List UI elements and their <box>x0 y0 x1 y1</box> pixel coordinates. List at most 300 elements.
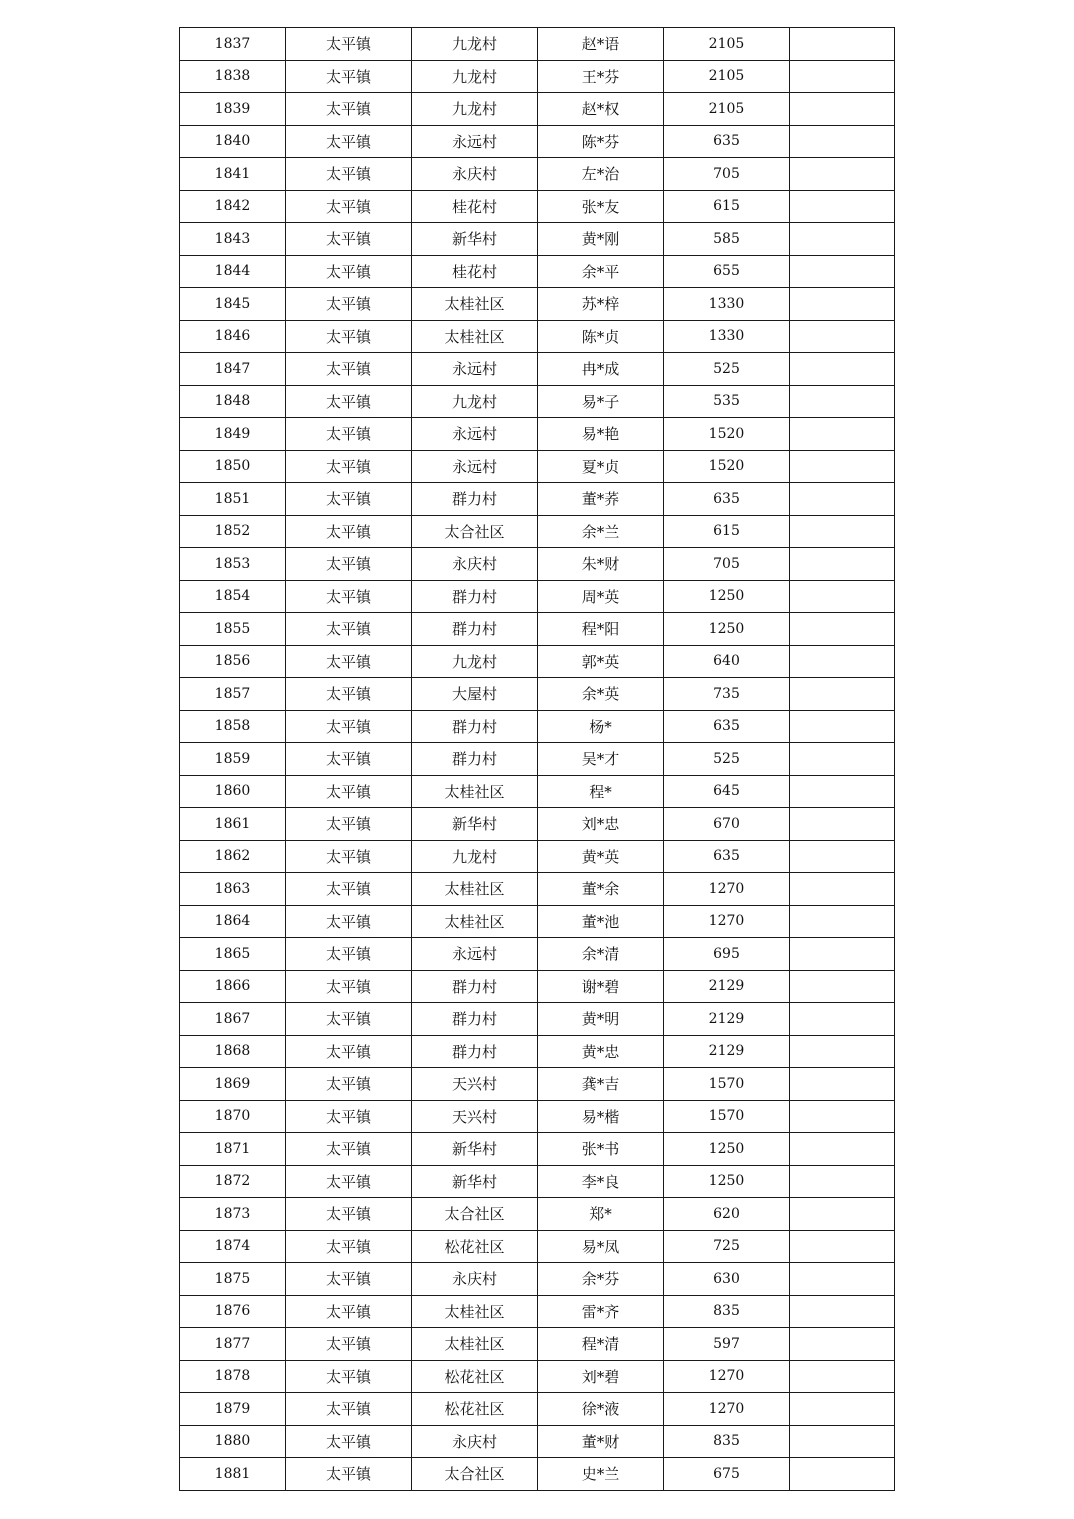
name-cell: 雷*齐 <box>538 1295 664 1328</box>
town-cell: 太平镇 <box>286 613 412 646</box>
serial-number-cell: 1843 <box>180 223 286 256</box>
village-cell: 群力村 <box>412 613 538 646</box>
town-cell: 太平镇 <box>286 353 412 386</box>
amount-cell: 1520 <box>664 418 790 451</box>
amount-cell: 1270 <box>664 873 790 906</box>
town-cell: 太平镇 <box>286 840 412 873</box>
name-cell: 黄*明 <box>538 1003 664 1036</box>
serial-number-cell: 1875 <box>180 1263 286 1296</box>
serial-number-cell: 1847 <box>180 353 286 386</box>
remark-cell <box>790 1230 895 1263</box>
name-cell: 董*财 <box>538 1425 664 1458</box>
village-cell: 太桂社区 <box>412 905 538 938</box>
table-row <box>180 613 895 646</box>
serial-number-cell: 1880 <box>180 1425 286 1458</box>
village-cell: 九龙村 <box>412 93 538 126</box>
village-cell: 新华村 <box>412 808 538 841</box>
remark-cell <box>790 580 895 613</box>
village-cell: 太桂社区 <box>412 775 538 808</box>
serial-number-cell: 1862 <box>180 840 286 873</box>
village-cell: 九龙村 <box>412 840 538 873</box>
town-cell: 太平镇 <box>286 1360 412 1393</box>
table-row <box>180 288 895 321</box>
name-cell: 李*良 <box>538 1165 664 1198</box>
village-cell: 群力村 <box>412 483 538 516</box>
serial-number-cell: 1872 <box>180 1165 286 1198</box>
town-cell: 太平镇 <box>286 775 412 808</box>
amount-cell: 525 <box>664 353 790 386</box>
name-cell: 赵*权 <box>538 93 664 126</box>
remark-cell <box>790 28 895 61</box>
town-cell: 太平镇 <box>286 28 412 61</box>
serial-number-cell: 1849 <box>180 418 286 451</box>
serial-number-cell: 1839 <box>180 93 286 126</box>
table-row <box>180 1035 895 1068</box>
remark-cell <box>790 125 895 158</box>
table-row <box>180 190 895 223</box>
name-cell: 郑* <box>538 1198 664 1231</box>
amount-cell: 1570 <box>664 1100 790 1133</box>
serial-number-cell: 1842 <box>180 190 286 223</box>
name-cell: 程*清 <box>538 1328 664 1361</box>
village-cell: 太桂社区 <box>412 1295 538 1328</box>
name-cell: 张*书 <box>538 1133 664 1166</box>
table-row <box>180 353 895 386</box>
remark-cell <box>790 1133 895 1166</box>
table-row <box>180 60 895 93</box>
amount-cell: 1520 <box>664 450 790 483</box>
remark-cell <box>790 1328 895 1361</box>
town-cell: 太平镇 <box>286 483 412 516</box>
remark-cell <box>790 775 895 808</box>
serial-number-cell: 1850 <box>180 450 286 483</box>
town-cell: 太平镇 <box>286 548 412 581</box>
town-cell: 太平镇 <box>286 60 412 93</box>
amount-cell: 835 <box>664 1425 790 1458</box>
serial-number-cell: 1860 <box>180 775 286 808</box>
village-cell: 永庆村 <box>412 1263 538 1296</box>
serial-number-cell: 1866 <box>180 970 286 1003</box>
amount-cell: 1330 <box>664 320 790 353</box>
serial-number-cell: 1874 <box>180 1230 286 1263</box>
village-cell: 松花社区 <box>412 1393 538 1426</box>
serial-number-cell: 1841 <box>180 158 286 191</box>
amount-cell: 2105 <box>664 28 790 61</box>
table-row <box>180 1198 895 1231</box>
serial-number-cell: 1867 <box>180 1003 286 1036</box>
village-cell: 九龙村 <box>412 60 538 93</box>
village-cell: 永远村 <box>412 418 538 451</box>
serial-number-cell: 1870 <box>180 1100 286 1133</box>
table-row <box>180 1328 895 1361</box>
remark-cell <box>790 385 895 418</box>
remark-cell <box>790 1393 895 1426</box>
remark-cell <box>790 1068 895 1101</box>
name-cell: 谢*碧 <box>538 970 664 1003</box>
town-cell: 太平镇 <box>286 1230 412 1263</box>
name-cell: 程*阳 <box>538 613 664 646</box>
remark-cell <box>790 808 895 841</box>
serial-number-cell: 1852 <box>180 515 286 548</box>
name-cell: 赵*语 <box>538 28 664 61</box>
table-row <box>180 743 895 776</box>
village-cell: 九龙村 <box>412 645 538 678</box>
table-row <box>180 28 895 61</box>
amount-cell: 2129 <box>664 970 790 1003</box>
town-cell: 太平镇 <box>286 1393 412 1426</box>
amount-cell: 1250 <box>664 613 790 646</box>
table-row <box>180 645 895 678</box>
name-cell: 杨* <box>538 710 664 743</box>
name-cell: 董*余 <box>538 873 664 906</box>
serial-number-cell: 1861 <box>180 808 286 841</box>
serial-number-cell: 1859 <box>180 743 286 776</box>
name-cell: 王*芬 <box>538 60 664 93</box>
remark-cell <box>790 1458 895 1491</box>
amount-cell: 635 <box>664 840 790 873</box>
village-cell: 新华村 <box>412 1165 538 1198</box>
village-cell: 永庆村 <box>412 158 538 191</box>
village-cell: 桂花村 <box>412 190 538 223</box>
name-cell: 左*治 <box>538 158 664 191</box>
serial-number-cell: 1854 <box>180 580 286 613</box>
town-cell: 太平镇 <box>286 255 412 288</box>
name-cell: 郭*英 <box>538 645 664 678</box>
remark-cell <box>790 840 895 873</box>
town-cell: 太平镇 <box>286 125 412 158</box>
remark-cell <box>790 1263 895 1296</box>
table-row <box>180 125 895 158</box>
serial-number-cell: 1858 <box>180 710 286 743</box>
village-cell: 永庆村 <box>412 548 538 581</box>
name-cell: 周*英 <box>538 580 664 613</box>
remark-cell <box>790 93 895 126</box>
village-cell: 松花社区 <box>412 1360 538 1393</box>
remark-cell <box>790 1003 895 1036</box>
name-cell: 余*英 <box>538 678 664 711</box>
name-cell: 余*芬 <box>538 1263 664 1296</box>
amount-cell: 705 <box>664 158 790 191</box>
serial-number-cell: 1868 <box>180 1035 286 1068</box>
amount-cell: 615 <box>664 515 790 548</box>
town-cell: 太平镇 <box>286 385 412 418</box>
records-table-body <box>180 28 895 1491</box>
village-cell: 天兴村 <box>412 1068 538 1101</box>
amount-cell: 635 <box>664 483 790 516</box>
serial-number-cell: 1838 <box>180 60 286 93</box>
remark-cell <box>790 1035 895 1068</box>
serial-number-cell: 1864 <box>180 905 286 938</box>
amount-cell: 620 <box>664 1198 790 1231</box>
remark-cell <box>790 1295 895 1328</box>
table-row <box>180 223 895 256</box>
remark-cell <box>790 905 895 938</box>
table-row <box>180 840 895 873</box>
town-cell: 太平镇 <box>286 1458 412 1491</box>
records-table <box>179 27 895 1491</box>
amount-cell: 735 <box>664 678 790 711</box>
table-row <box>180 385 895 418</box>
name-cell: 苏*梓 <box>538 288 664 321</box>
serial-number-cell: 1844 <box>180 255 286 288</box>
table-row <box>180 808 895 841</box>
amount-cell: 725 <box>664 1230 790 1263</box>
remark-cell <box>790 223 895 256</box>
village-cell: 永远村 <box>412 450 538 483</box>
serial-number-cell: 1855 <box>180 613 286 646</box>
name-cell: 吴*才 <box>538 743 664 776</box>
town-cell: 太平镇 <box>286 808 412 841</box>
village-cell: 太桂社区 <box>412 1328 538 1361</box>
serial-number-cell: 1871 <box>180 1133 286 1166</box>
village-cell: 太合社区 <box>412 1458 538 1491</box>
name-cell: 余*兰 <box>538 515 664 548</box>
town-cell: 太平镇 <box>286 190 412 223</box>
remark-cell <box>790 613 895 646</box>
name-cell: 夏*贞 <box>538 450 664 483</box>
name-cell: 史*兰 <box>538 1458 664 1491</box>
table-row <box>180 1458 895 1491</box>
village-cell: 松花社区 <box>412 1230 538 1263</box>
town-cell: 太平镇 <box>286 1068 412 1101</box>
village-cell: 永远村 <box>412 125 538 158</box>
amount-cell: 675 <box>664 1458 790 1491</box>
village-cell: 永远村 <box>412 938 538 971</box>
town-cell: 太平镇 <box>286 288 412 321</box>
village-cell: 群力村 <box>412 1035 538 1068</box>
town-cell: 太平镇 <box>286 1133 412 1166</box>
village-cell: 太桂社区 <box>412 288 538 321</box>
name-cell: 张*友 <box>538 190 664 223</box>
village-cell: 大屋村 <box>412 678 538 711</box>
table-row <box>180 1133 895 1166</box>
remark-cell <box>790 1425 895 1458</box>
table-row <box>180 320 895 353</box>
town-cell: 太平镇 <box>286 1003 412 1036</box>
amount-cell: 655 <box>664 255 790 288</box>
amount-cell: 705 <box>664 548 790 581</box>
table-row <box>180 1393 895 1426</box>
remark-cell <box>790 190 895 223</box>
town-cell: 太平镇 <box>286 1425 412 1458</box>
amount-cell: 1250 <box>664 1133 790 1166</box>
amount-cell: 1330 <box>664 288 790 321</box>
table-row <box>180 418 895 451</box>
amount-cell: 2105 <box>664 93 790 126</box>
serial-number-cell: 1840 <box>180 125 286 158</box>
town-cell: 太平镇 <box>286 1263 412 1296</box>
name-cell: 余*平 <box>538 255 664 288</box>
amount-cell: 2129 <box>664 1035 790 1068</box>
amount-cell: 670 <box>664 808 790 841</box>
table-row <box>180 938 895 971</box>
amount-cell: 615 <box>664 190 790 223</box>
amount-cell: 630 <box>664 1263 790 1296</box>
village-cell: 太合社区 <box>412 515 538 548</box>
name-cell: 徐*液 <box>538 1393 664 1426</box>
name-cell: 刘*忠 <box>538 808 664 841</box>
remark-cell <box>790 743 895 776</box>
serial-number-cell: 1865 <box>180 938 286 971</box>
town-cell: 太平镇 <box>286 710 412 743</box>
remark-cell <box>790 1165 895 1198</box>
remark-cell <box>790 548 895 581</box>
serial-number-cell: 1876 <box>180 1295 286 1328</box>
name-cell: 黄*忠 <box>538 1035 664 1068</box>
village-cell: 太合社区 <box>412 1198 538 1231</box>
amount-cell: 1250 <box>664 1165 790 1198</box>
table-row <box>180 1068 895 1101</box>
remark-cell <box>790 645 895 678</box>
village-cell: 新华村 <box>412 223 538 256</box>
serial-number-cell: 1877 <box>180 1328 286 1361</box>
remark-cell <box>790 450 895 483</box>
serial-number-cell: 1851 <box>180 483 286 516</box>
town-cell: 太平镇 <box>286 970 412 1003</box>
amount-cell: 695 <box>664 938 790 971</box>
table-row <box>180 970 895 1003</box>
remark-cell <box>790 418 895 451</box>
remark-cell <box>790 320 895 353</box>
serial-number-cell: 1837 <box>180 28 286 61</box>
serial-number-cell: 1845 <box>180 288 286 321</box>
table-row <box>180 678 895 711</box>
name-cell: 冉*成 <box>538 353 664 386</box>
village-cell: 群力村 <box>412 1003 538 1036</box>
serial-number-cell: 1869 <box>180 1068 286 1101</box>
amount-cell: 635 <box>664 710 790 743</box>
town-cell: 太平镇 <box>286 743 412 776</box>
table-row <box>180 483 895 516</box>
town-cell: 太平镇 <box>286 938 412 971</box>
name-cell: 易*凤 <box>538 1230 664 1263</box>
town-cell: 太平镇 <box>286 450 412 483</box>
village-cell: 九龙村 <box>412 385 538 418</box>
town-cell: 太平镇 <box>286 645 412 678</box>
name-cell: 余*清 <box>538 938 664 971</box>
remark-cell <box>790 1198 895 1231</box>
name-cell: 朱*财 <box>538 548 664 581</box>
village-cell: 新华村 <box>412 1133 538 1166</box>
remark-cell <box>790 353 895 386</box>
serial-number-cell: 1848 <box>180 385 286 418</box>
town-cell: 太平镇 <box>286 1035 412 1068</box>
remark-cell <box>790 1360 895 1393</box>
amount-cell: 635 <box>664 125 790 158</box>
name-cell: 黄*刚 <box>538 223 664 256</box>
table-row <box>180 93 895 126</box>
name-cell: 黄*英 <box>538 840 664 873</box>
remark-cell <box>790 288 895 321</box>
table-row <box>180 515 895 548</box>
town-cell: 太平镇 <box>286 873 412 906</box>
village-cell: 群力村 <box>412 580 538 613</box>
village-cell: 永远村 <box>412 353 538 386</box>
remark-cell <box>790 938 895 971</box>
name-cell: 龚*吉 <box>538 1068 664 1101</box>
village-cell: 天兴村 <box>412 1100 538 1133</box>
town-cell: 太平镇 <box>286 1100 412 1133</box>
table-row <box>180 580 895 613</box>
town-cell: 太平镇 <box>286 418 412 451</box>
amount-cell: 1250 <box>664 580 790 613</box>
remark-cell <box>790 515 895 548</box>
name-cell: 易*楷 <box>538 1100 664 1133</box>
town-cell: 太平镇 <box>286 580 412 613</box>
table-row <box>180 710 895 743</box>
amount-cell: 1270 <box>664 905 790 938</box>
village-cell: 太桂社区 <box>412 873 538 906</box>
amount-cell: 2105 <box>664 60 790 93</box>
town-cell: 太平镇 <box>286 1165 412 1198</box>
town-cell: 太平镇 <box>286 905 412 938</box>
amount-cell: 1270 <box>664 1360 790 1393</box>
town-cell: 太平镇 <box>286 678 412 711</box>
name-cell: 易*子 <box>538 385 664 418</box>
amount-cell: 525 <box>664 743 790 776</box>
name-cell: 陈*芬 <box>538 125 664 158</box>
amount-cell: 585 <box>664 223 790 256</box>
table-row <box>180 1360 895 1393</box>
remark-cell <box>790 1100 895 1133</box>
remark-cell <box>790 710 895 743</box>
name-cell: 董*荞 <box>538 483 664 516</box>
table-row <box>180 450 895 483</box>
table-row <box>180 1295 895 1328</box>
amount-cell: 835 <box>664 1295 790 1328</box>
amount-cell: 1570 <box>664 1068 790 1101</box>
amount-cell: 640 <box>664 645 790 678</box>
village-cell: 群力村 <box>412 970 538 1003</box>
table-row <box>180 873 895 906</box>
serial-number-cell: 1878 <box>180 1360 286 1393</box>
serial-number-cell: 1853 <box>180 548 286 581</box>
remark-cell <box>790 970 895 1003</box>
serial-number-cell: 1873 <box>180 1198 286 1231</box>
serial-number-cell: 1856 <box>180 645 286 678</box>
village-cell: 九龙村 <box>412 28 538 61</box>
remark-cell <box>790 60 895 93</box>
serial-number-cell: 1846 <box>180 320 286 353</box>
name-cell: 董*池 <box>538 905 664 938</box>
town-cell: 太平镇 <box>286 320 412 353</box>
remark-cell <box>790 678 895 711</box>
serial-number-cell: 1857 <box>180 678 286 711</box>
town-cell: 太平镇 <box>286 515 412 548</box>
town-cell: 太平镇 <box>286 158 412 191</box>
table-row <box>180 255 895 288</box>
name-cell: 易*艳 <box>538 418 664 451</box>
village-cell: 桂花村 <box>412 255 538 288</box>
table-row <box>180 905 895 938</box>
table-row <box>180 1263 895 1296</box>
amount-cell: 645 <box>664 775 790 808</box>
table-row <box>180 548 895 581</box>
town-cell: 太平镇 <box>286 1328 412 1361</box>
table-row <box>180 158 895 191</box>
village-cell: 群力村 <box>412 743 538 776</box>
village-cell: 永庆村 <box>412 1425 538 1458</box>
remark-cell <box>790 255 895 288</box>
name-cell: 程* <box>538 775 664 808</box>
serial-number-cell: 1879 <box>180 1393 286 1426</box>
town-cell: 太平镇 <box>286 223 412 256</box>
table-row <box>180 775 895 808</box>
table-row <box>180 1165 895 1198</box>
town-cell: 太平镇 <box>286 1198 412 1231</box>
village-cell: 群力村 <box>412 710 538 743</box>
table-row <box>180 1100 895 1133</box>
